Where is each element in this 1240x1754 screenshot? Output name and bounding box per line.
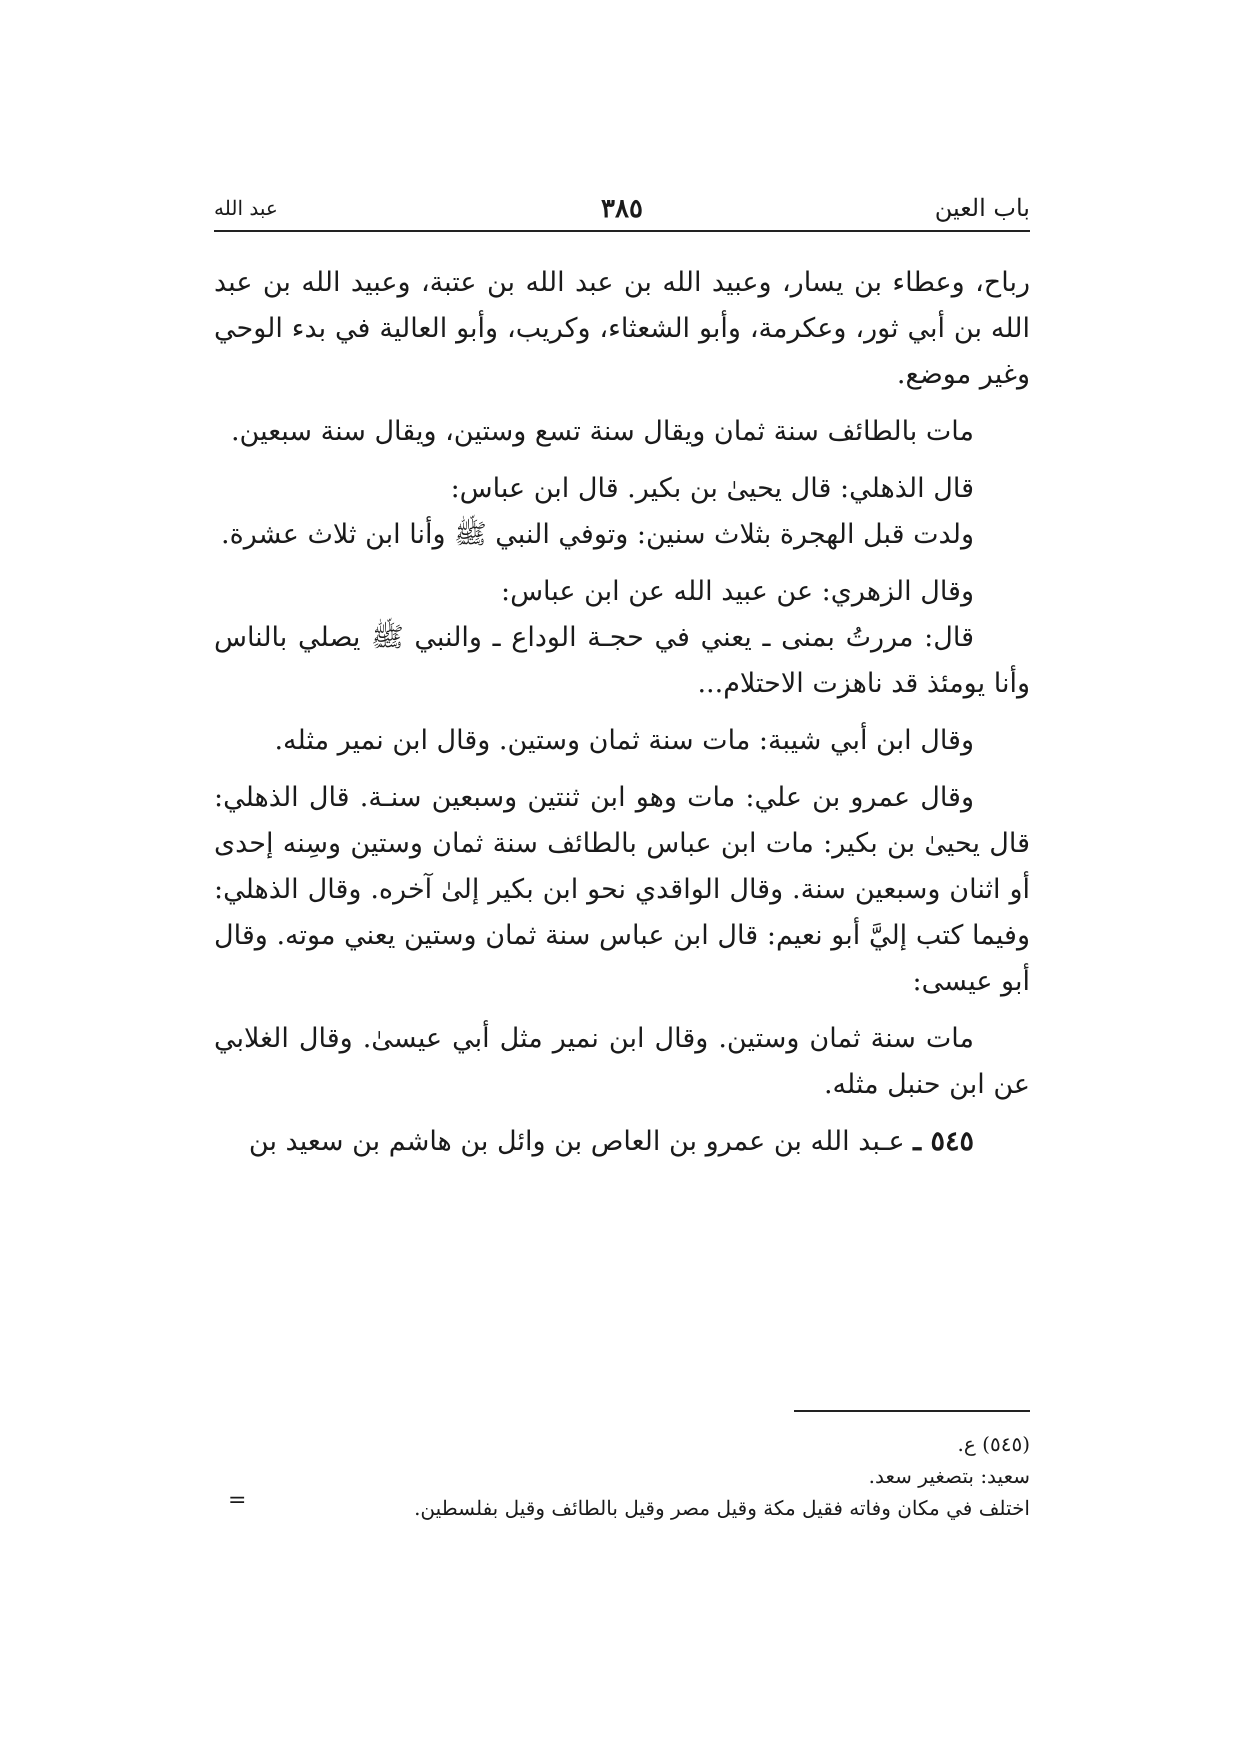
paragraph: مات سنة ثمان وستين. وقال ابن نمير مثل أبي عيسىٰ. وقال الغلابي عن ابن حنبل مثله.	[214, 1023, 1030, 1100]
page-header	[214, 194, 1030, 230]
entry-text: عـبد الله بن عمرو بن العاص بن وائل بن هاشم بن سعيد بن	[248, 1126, 914, 1157]
entry-heading	[214, 1119, 1030, 1165]
paragraph: رباح، وعطاء بن يسار، وعبيد الله بن عبد الله بن عتبة، وعبيد الله بن عبد الله بن أبي ثور، وعكرمة، وأبو الشعثاء، وكريب، وأبو العالية في بدء الوحي وغير موضع.	[214, 267, 1030, 390]
paragraph: مات بالطائف سنة ثمان ويقال سنة تسع وستين، ويقال سنة سبعين.	[230, 416, 974, 447]
footnote-line: اختلف في مكان وفاته فقيل مكة وقيل مصر وقيل بالطائف وقيل بفلسطين.	[414, 1496, 1030, 1520]
entry-number: ٥٤٥ ـ	[913, 1126, 974, 1157]
running-title: عبد الله	[214, 196, 278, 220]
page-number: ٣٨٥	[601, 194, 643, 224]
footnotes	[214, 1428, 1030, 1524]
paragraph: قال: مررتُ بمنى ـ يعني في حجـة الوداع ـ والنبي ﷺ يصلي بالناس وأنا يومئذ قد ناهزت الاحتلام...	[214, 622, 1030, 699]
paragraph: قال الذهلي: قال يحيىٰ بن بكير. قال ابن عباس:	[450, 473, 974, 504]
footnote-line: (٥٤٥) ع.	[957, 1432, 1030, 1456]
footnote-line: سعيد: بتصغير سعد.	[868, 1464, 1030, 1488]
header-rule	[214, 230, 1030, 232]
paragraph: وقال عمرو بن علي: مات وهو ابن ثنتين وسبعين سنـة. قال الذهلي: قال يحيىٰ بن بكير: مات ابن عباس بالطائف سنة ثمان وستين وسِنه إحدى أو اثنان وسبعين سنة. وقال الواقدي نحو ابن بكير إلىٰ آخره. وقال الذهلي: وفيما كتب إليَّ أبو نعيم: قال ابن عباس سنة ثمان وستين يعني موته. وقال أبو عيسى:	[214, 782, 1030, 997]
footnote-rule	[794, 1410, 1030, 1412]
paragraph: ولدت قبل الهجرة بثلاث سنين: وتوفي النبي ﷺ وأنا ابن ثلاث عشرة.	[221, 519, 974, 550]
main-text	[214, 260, 1030, 1176]
continuation-mark: =	[228, 1488, 247, 1513]
chapter-title: باب العين	[934, 194, 1030, 222]
paragraph: وقال ابن أبي شيبة: مات سنة ثمان وستين. وقال ابن نمير مثله.	[274, 725, 974, 756]
paragraph: وقال الزهري: عن عبيد الله عن ابن عباس:	[500, 576, 974, 607]
